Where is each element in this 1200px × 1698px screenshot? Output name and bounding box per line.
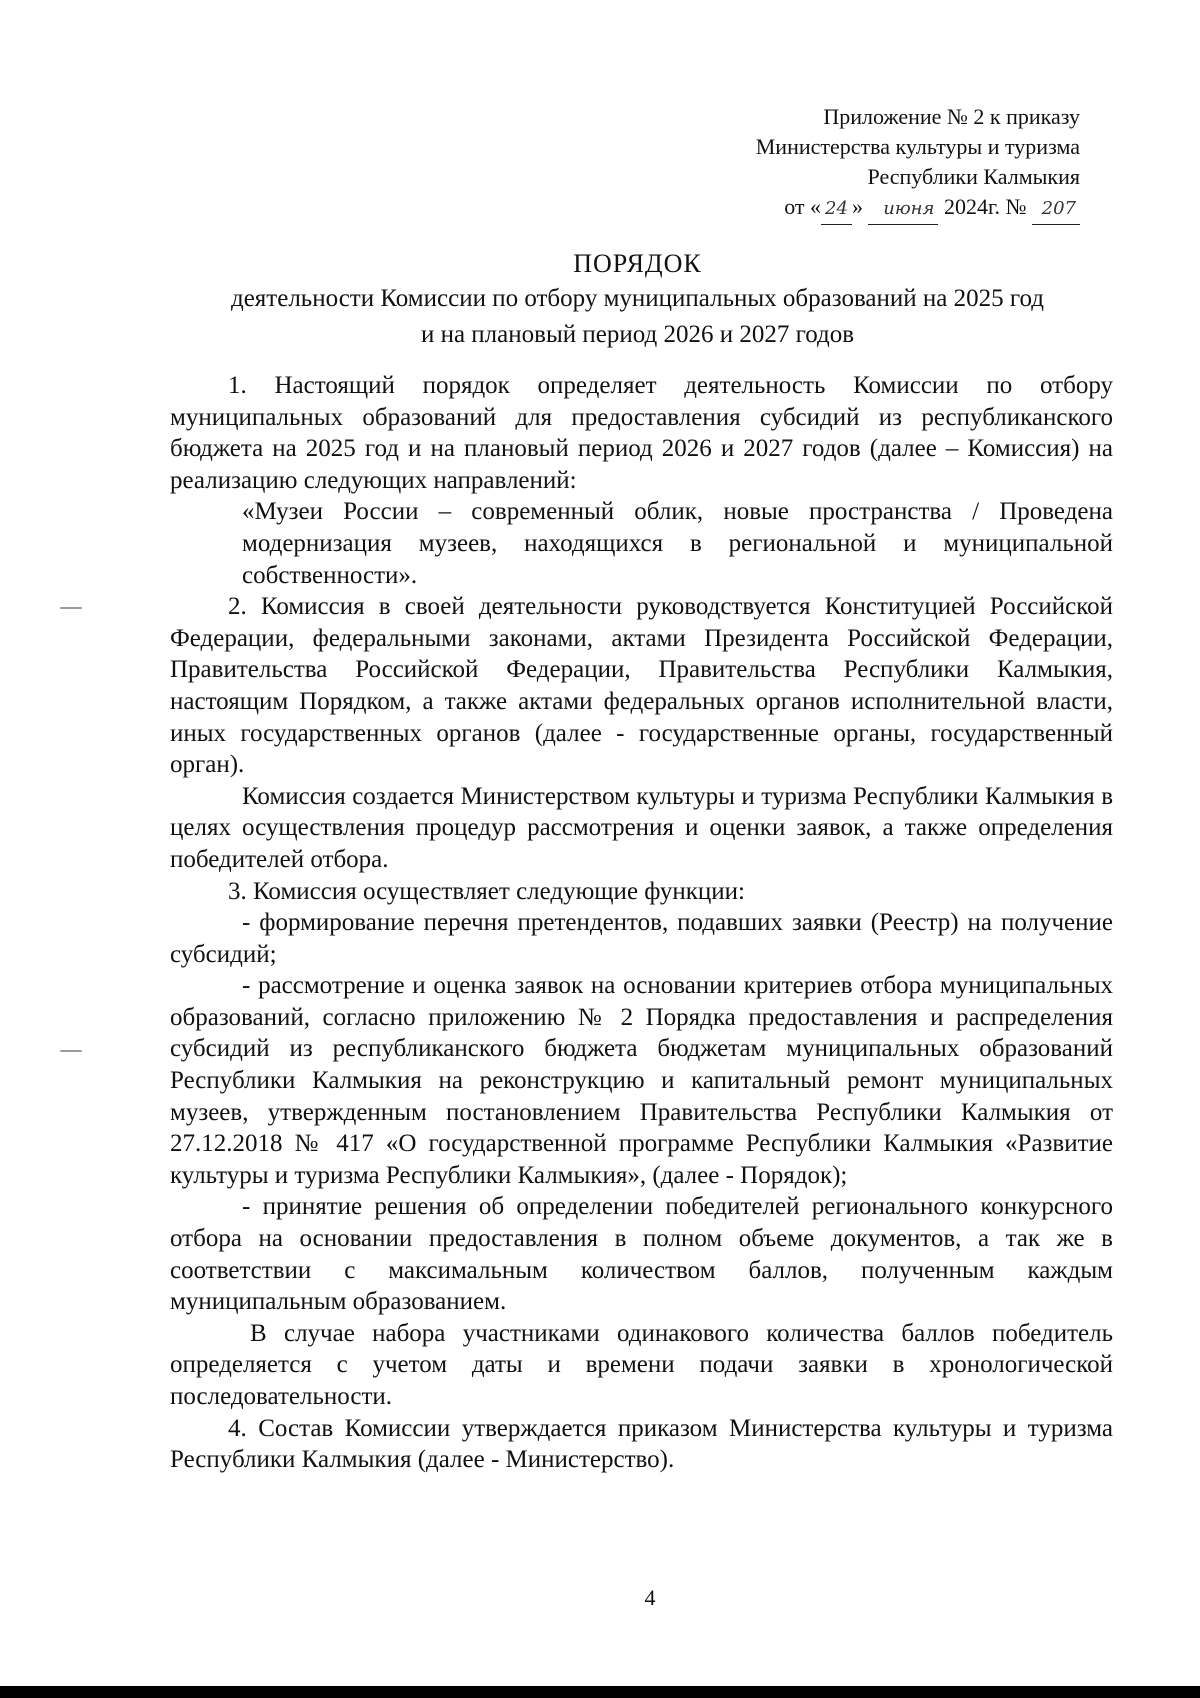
paragraph-3-item-2: - рассмотрение и оценка заявок на основании критериев отбора муниципальных образований, согласно приложению № 2 Порядка предоставления и распределения субсидий из республиканского бюджета бюджетам муниципальных образований Республики Калмыкия на реконструкцию и капитальный ремонт муниципальных музеев, утвержденным постановлением Правительства Республики Калмыкия от 27.12.2018 № 417 «О государственной программе Республики Калмыкия «Развитие культуры и туризма Республики Калмыкия», (далее - Порядок); (170, 972, 1113, 1189)
document-title: ПОРЯДОК (573, 249, 702, 278)
scan-hole-mark (60, 1050, 82, 1052)
paragraph-3-note: В случае набора участниками одинакового количества баллов победитель определяется с учетом даты и времени подачи заявки в хронологической последовательности. (170, 1319, 1113, 1410)
scan-bottom-border (0, 1686, 1200, 1698)
paragraph-1-quote: «Музеи России – современный облик, новые пространства / Проведена модернизация музеев, находящихся в региональной и муниципальной собственности». (242, 498, 1113, 589)
document-body (170, 370, 1113, 1476)
paragraph-3-item-3: - принятие решения об определении победителей регионального конкурсного отбора на основании предоставления в полном объеме документов, а так же в соответствии с максимальным количеством баллов, полученным каждым муниципальным образованием. (170, 1193, 1113, 1316)
header-line-1: Приложение № 2 к приказу (823, 104, 1080, 129)
date-prefix: от « (784, 194, 822, 219)
page-number: 4 (644, 1585, 656, 1610)
document-subtitle-line-2: и на плановый период 2026 и 2027 годов (420, 321, 855, 348)
date-year: 2024г. № (943, 194, 1027, 219)
document-title-block (170, 248, 1105, 352)
paragraph-3-item-1: - формирование перечня претендентов, подавших заявки (Реестр) на получение субсидий; (170, 909, 1113, 968)
paragraph-2: 2. Комиссия в своей деятельности руководствуется Конституцией Российской Федерации, федеральными законами, актами Президента Российской Федерации, Правительства Российской Федерации, Правительства Республики Калмыкия, настоящим Порядком, а также актами федеральных органов исполнительной власти, иных государственных органов (далее - государственные органы, государственный орган). (170, 593, 1113, 779)
appendix-header (756, 102, 1080, 225)
paragraph-2b: Комиссия создается Министерством культуры и туризма Республики Калмыкия в целях осуществления процедур рассмотрения и оценки заявок, а также определения победителей отбора. (170, 782, 1113, 873)
scan-hole-mark (60, 607, 82, 609)
paragraph-4: 4. Состав Комиссии утверждается приказом Министерства культуры и туризма Республики Калмыкия (далее - Министерство). (170, 1414, 1113, 1474)
header-line-3: Республики Калмыкия (867, 164, 1080, 189)
handwritten-month: июня (868, 194, 938, 225)
paragraph-1: 1. Настоящий порядок определяет деятельность Комиссии по отбору муниципальных образований для предоставления субсидий из республиканского бюджета на 2025 год и на плановый период 2026 и 2027 годов (далее – Комиссия) на реализацию следующих направлений: (170, 372, 1113, 494)
handwritten-order-number: 207 (1032, 194, 1080, 225)
date-mid: » (851, 194, 863, 219)
paragraph-3: 3. Комиссия осуществляет следующие функции: (228, 877, 745, 905)
header-date-line (756, 192, 1080, 225)
handwritten-day: 24 (821, 194, 852, 225)
header-line-2: Министерства культуры и туризма (755, 134, 1080, 159)
document-subtitle-line-1: деятельности Комиссии по отбору муниципальных образований на 2025 год (230, 285, 1045, 312)
